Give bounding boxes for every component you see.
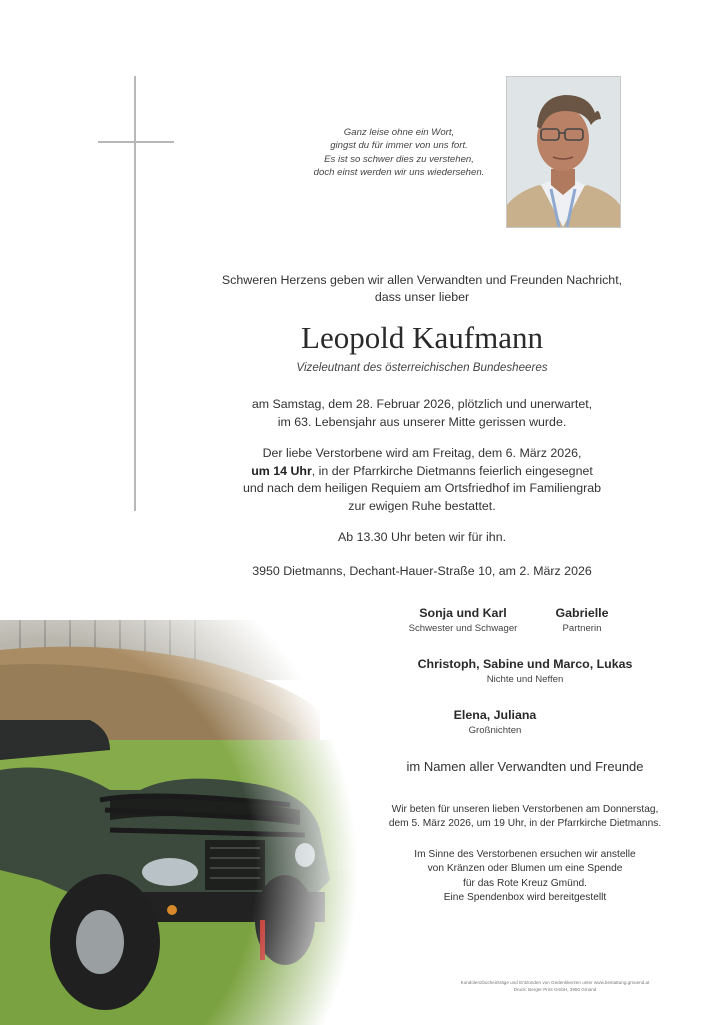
mourner-relation: Schwester und Schwager: [408, 623, 518, 634]
mourner-relation: Nichte und Neffen: [486, 674, 564, 685]
footer: [420, 979, 690, 993]
donation-request: [355, 848, 695, 905]
mourner-relation: Großnichten: [468, 725, 522, 736]
funeral-line: [200, 463, 644, 481]
service-line: Wir beten für unseren lieben Verstorbenen am Donnerstag,: [391, 804, 659, 815]
death-notice: [200, 396, 644, 431]
prayer-time: Ab 13.30 Uhr beten wir für ihn.: [337, 530, 507, 544]
intro-line: Schweren Herzens geben wir allen Verwandten und Freunden Nachricht,: [221, 273, 623, 287]
donation-line: von Kränzen oder Blumen um eine Spende: [427, 863, 623, 875]
poem-line: gingst du für immer von uns fort.: [330, 140, 468, 152]
donation-line: für das Rote Kreuz Gmünd.: [462, 877, 587, 889]
footer-printer: Druck: Berger Print GmbH, 3950 Gmünd: [513, 987, 597, 992]
service-line: dem 5. März 2026, um 19 Uhr, in der Pfarrkirche Dietmanns.: [388, 818, 662, 830]
funeral-time: um 14 Uhr: [251, 463, 312, 478]
place-date: 3950 Dietmanns, Dechant-Hauer-Straße 10, am 2. März 2026: [252, 564, 592, 578]
funeral-line: und nach dem heiligen Requiem am Ortsfriedhof im Familiengrab: [242, 481, 602, 495]
funeral-details: [200, 445, 644, 515]
atv-illustration: [0, 620, 370, 1025]
poem: [290, 126, 508, 179]
mourner-name: Elena, Juliana: [453, 708, 537, 722]
mourner-group: [380, 657, 670, 685]
funeral-line: Der liebe Verstorbene wird am Freitag, dem 6. März 2026,: [262, 446, 582, 460]
atv-photo: [0, 620, 370, 1025]
mourner-name: Sonja und Karl: [419, 606, 507, 620]
death-notice-line: am Samstag, dem 28. Februar 2026, plötzlich und unerwartet,: [251, 397, 593, 411]
portrait-photo: [506, 76, 621, 228]
mourner-name: Gabrielle: [555, 606, 609, 620]
death-notice-line: im 63. Lebensjahr aus unserer Mitte gerissen wurde.: [277, 414, 567, 429]
funeral-location: , in der Pfarrkirche Dietmanns feierlich eingesegnet: [311, 463, 593, 478]
intro-text: [200, 272, 644, 306]
cross-horizontal-bar: [98, 141, 174, 143]
portrait-illustration: [507, 77, 620, 227]
closing-line: im Namen aller Verwandten und Freunde: [406, 759, 644, 774]
poem-line: doch einst werden wir uns wiedersehen.: [313, 166, 485, 178]
footer-condolence: Kondolenzbucheinträge und Entzünden von Gedenkkerzen unter www.bestattung.gmuend.at: [460, 980, 650, 985]
donation-line: Eine Spendenbox wird bereitgestellt: [443, 891, 607, 903]
prayer-service: [355, 803, 695, 832]
mourner-group: [390, 606, 536, 634]
mourner-group: [380, 708, 610, 736]
poem-line: Es ist so schwer dies zu verstehen,: [324, 153, 474, 165]
deceased-title: Vizeleutnant des österreichischen Bundesheeres: [296, 361, 548, 374]
intro-line: dass unser lieber: [374, 290, 470, 304]
mourner-name: Christoph, Sabine und Marco, Lukas: [417, 657, 633, 671]
mourner-relation: Partnerin: [562, 623, 602, 634]
poem-line: Ganz leise ohne ein Wort,: [343, 127, 455, 138]
mourner-group: [540, 606, 624, 634]
donation-line: Im Sinne des Verstorbenen ersuchen wir anstelle: [414, 849, 636, 860]
deceased-name: Leopold Kaufmann: [301, 320, 543, 355]
funeral-line: zur ewigen Ruhe bestattet.: [348, 498, 496, 513]
